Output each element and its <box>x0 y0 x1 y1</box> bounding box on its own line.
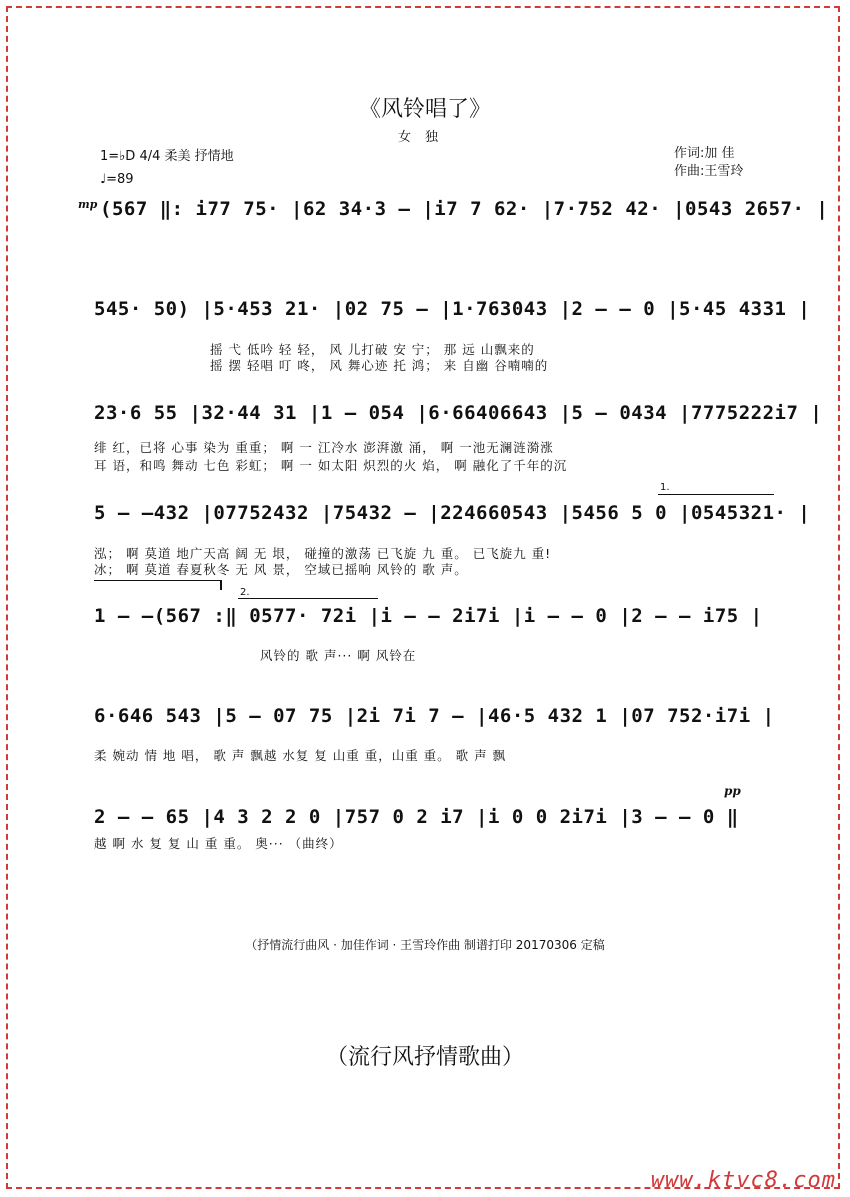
dynamic-pp: pp <box>724 784 741 798</box>
lyricist-credit: 作词:加 佳 <box>674 146 735 161</box>
lyric-line: 柔 婉动 情 地 唱， 歌 声 飘越 水复 复 山重 重，山重 重。 歌 声 飘 <box>94 748 507 763</box>
footer-note: （抒情流行曲风 · 加佳作词 · 王雪玲作曲 制谱打印 20170306 定稿 <box>245 938 605 952</box>
lyric-line: 冰； 啊 莫道 春夏秋冬 无 风 景， 空域已摇响 风铃的 歌 声。 <box>94 562 468 577</box>
lyric-line: 摇 摆 轻唱 叮 咚， 风 舞心迹 托 鸿； 来 自幽 谷喃喃的 <box>210 358 549 373</box>
score-system-3: 23·6 55 |32·44 31 |1 – 054 |6·66406643 |5 – 0434 |7775222i7 | <box>94 402 823 424</box>
volta-second-ending: 2. <box>240 587 250 598</box>
score-system-7: 2 – – 65 |4 3 2 2 0 |757 0 2 i7 |i 0 0 2i7i |3 – – 0 ‖ <box>94 806 739 828</box>
lyric-line: 摇 弋 低吟 轻 轻， 风 儿打破 安 宁； 那 远 山飘来的 <box>210 342 535 357</box>
tempo-marking: ♩=89 <box>100 172 134 187</box>
time-signature: 4/4 <box>139 149 161 164</box>
score-system-1: (567 ‖: i77 75· |62 34·3 – |i7 7 62· |7·752 42· |0543 2657· | <box>100 198 829 220</box>
lyric-line: 越 啊 水 复 复 山 重 重。 奥··· （曲终） <box>94 836 343 851</box>
site-watermark: www.ktvc8.com <box>650 1168 836 1193</box>
volta-bracket <box>220 580 222 590</box>
song-title: 《风铃唱了》 <box>358 97 491 122</box>
volta-first-ending: 1. <box>660 482 670 493</box>
song-subtitle: 女独 <box>397 130 452 145</box>
lyric-line: 风铃的 歌 声··· 啊 风铃在 <box>260 648 417 663</box>
score-system-2: 545· 50) |5·453 21· |02 75 – |1·763043 |2 – – 0 |5·45 4331 | <box>94 298 811 320</box>
key-signature: 1=♭D 4/4 柔美 抒情地 <box>100 149 234 164</box>
dynamic-mp: mp <box>78 198 98 211</box>
genre-caption: （流行风抒情歌曲） <box>325 1045 524 1070</box>
composer-credit: 作曲:王雪玲 <box>674 164 744 179</box>
volta-line <box>94 580 220 581</box>
score-system-5: 1 – –(567 :‖ 0577· 72i |i – – 2i7i |i – – 0 |2 – – i75 | <box>94 605 763 627</box>
score-system-6: 6·646 543 |5 – 07 75 |2i 7i 7 – |46·5 432 1 |07 752·i7i | <box>94 705 775 727</box>
lyric-line: 泓； 啊 莫道 地广天高 阔 无 垠， 碰撞的激荡 已飞旋 九 重。 已飞旋九 重! <box>94 546 552 561</box>
volta-line <box>238 598 378 599</box>
expression-marking: 柔美 抒情地 <box>164 149 234 164</box>
volta-line <box>658 494 774 495</box>
lyric-line: 耳 语，和鸣 舞动 七色 彩虹； 啊 一 如太阳 炽烈的火 焰， 啊 融化了千年的沉 <box>94 458 568 473</box>
score-system-4: 5 – –432 |07752432 |75432 – |224660543 |5456 5 0 |0545321· | <box>94 502 811 524</box>
lyric-line: 绯 红，已将 心事 染为 重重； 啊 一 江冷水 澎湃激 涌， 啊 一池无澜涟漪涨 <box>94 440 554 455</box>
